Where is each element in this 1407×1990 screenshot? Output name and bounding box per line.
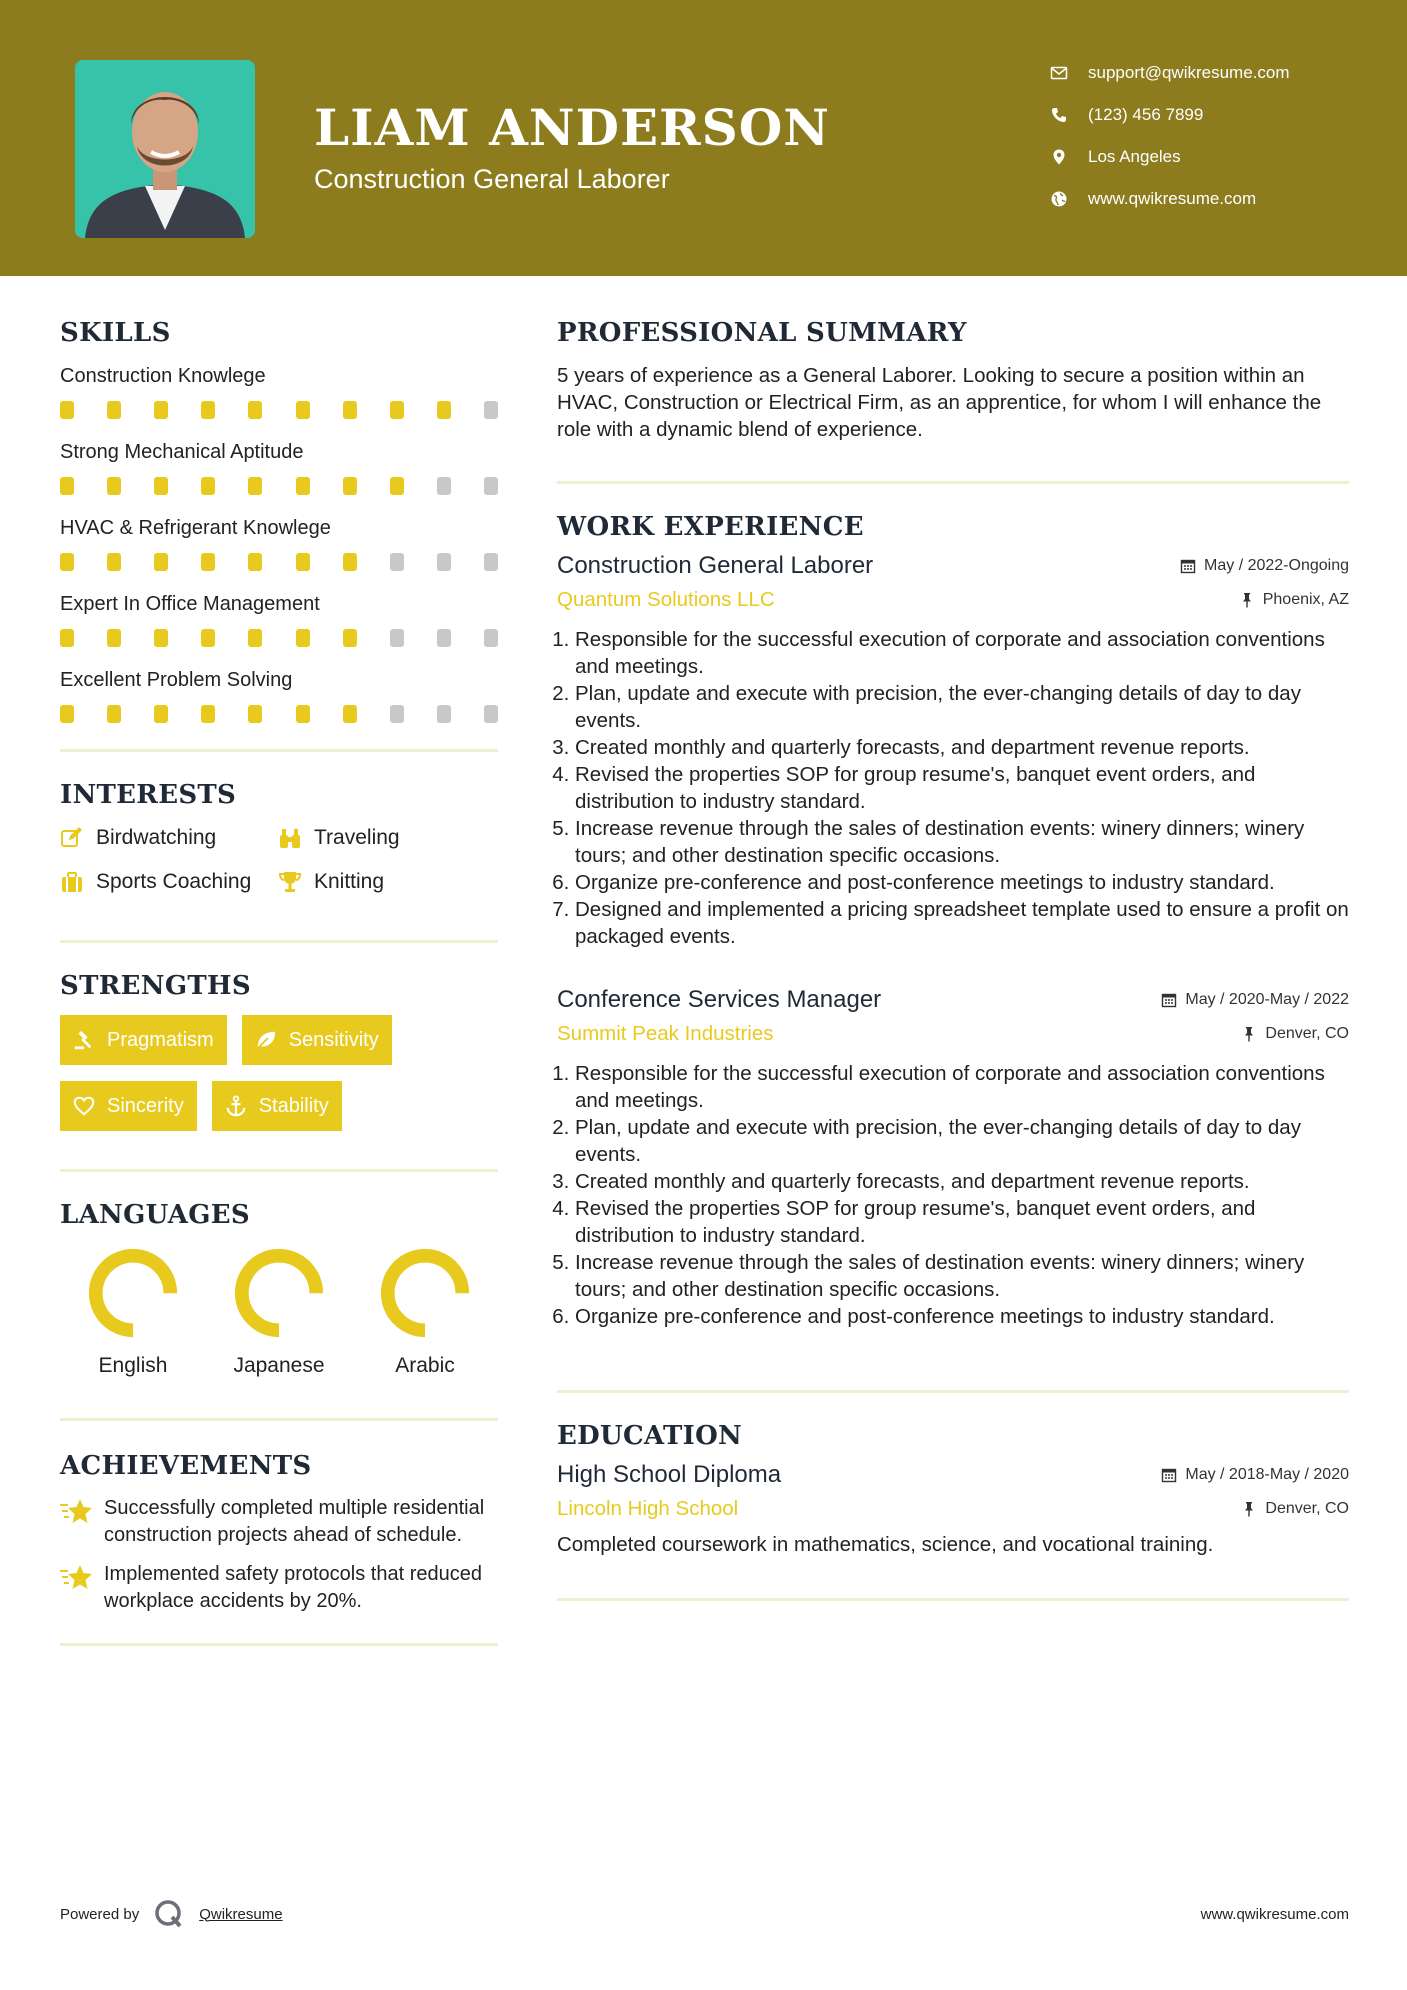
rating-dot-filled	[60, 401, 74, 419]
job-date-text: May / 2020-May / 2022	[1185, 991, 1349, 1008]
skill-name: Construction Knowlege	[60, 365, 266, 387]
rating-dot-filled	[248, 477, 262, 495]
section-divider	[60, 1418, 498, 1421]
job-date	[1161, 991, 1349, 1009]
section-divider	[557, 1390, 1349, 1393]
location-text: Los Angeles	[1088, 147, 1181, 166]
rating-dot-empty	[437, 477, 451, 495]
job-title: Construction General Laborer	[557, 552, 874, 579]
rating-dot-filled	[60, 477, 74, 495]
rating-dot-filled	[248, 553, 262, 571]
languages-list	[60, 1244, 498, 1378]
languages-heading: LANGUAGES	[60, 1200, 250, 1230]
language-level-ring	[230, 1244, 328, 1342]
skill-rating	[60, 401, 498, 419]
job-title: Conference Services Manager	[557, 986, 882, 1013]
job-subheader	[557, 588, 1349, 612]
job-bullet: 5. Increase revenue through the sales of destination events: winery dinners; winery tours; and other destination specific occasions.	[575, 1249, 1349, 1303]
job-bullet: 3. Created monthly and quarterly forecasts, and department revenue reports.	[575, 1168, 1349, 1195]
skill-rating	[60, 629, 498, 647]
powered-by-text: Powered by	[60, 1905, 140, 1923]
rating-dot-filled	[60, 629, 74, 647]
strength-label: Sincerity	[107, 1094, 184, 1117]
rating-dot-filled	[296, 401, 310, 419]
job-bullet: 6. Organize pre-conference and post-conference meetings to industry standard.	[575, 1303, 1349, 1330]
rating-dot-filled	[343, 629, 357, 647]
rating-dot-filled	[248, 705, 262, 723]
job-header	[557, 986, 1349, 1014]
profile-photo	[75, 60, 255, 238]
education-location-text: Denver, CO	[1265, 1500, 1349, 1517]
rating-dot-filled	[437, 401, 451, 419]
rating-dot-filled	[60, 705, 74, 723]
job-bullet: 5. Increase revenue through the sales of destination events: winery dinners; winery tours; and other destination specific occasions.	[575, 815, 1349, 869]
phone-icon	[1050, 106, 1068, 124]
language-level-ring	[376, 1244, 474, 1342]
job-bullet: 2. Plan, update and execute with precision, the ever-changing details of day to day events.	[575, 1114, 1349, 1168]
strength-label: Sensitivity	[288, 1028, 379, 1051]
rating-dot-filled	[248, 629, 262, 647]
skill-item	[60, 362, 498, 419]
qwikresume-logo-icon	[153, 1898, 185, 1930]
job-bullet: 4. Revised the properties SOP for group resume's, banquet event orders, and distribution to industry standard.	[575, 761, 1349, 815]
strength-tag	[212, 1081, 342, 1131]
strengths-section	[60, 971, 498, 1131]
job-bullet: 1. Responsible for the successful execution of corporate and association conventions and meetings.	[575, 626, 1349, 680]
education-date-text: May / 2018-May / 2020	[1185, 1466, 1349, 1483]
education-date	[1161, 1466, 1349, 1484]
phone-text: (123) 456 7899	[1088, 105, 1204, 124]
strength-tag	[60, 1015, 227, 1065]
rating-dot-empty	[484, 705, 498, 723]
job-bullets	[557, 1060, 1349, 1330]
language-level-arc	[388, 1256, 462, 1330]
rating-dot-filled	[154, 477, 168, 495]
job-date-text: May / 2022-Ongoing	[1204, 557, 1349, 574]
strength-tag	[242, 1015, 392, 1065]
rating-dot-empty	[484, 477, 498, 495]
job-bullet: 3. Created monthly and quarterly forecasts, and department revenue reports.	[575, 734, 1349, 761]
rating-dot-filled	[390, 477, 404, 495]
company-name: Quantum Solutions LLC	[557, 588, 775, 611]
achievements-section	[60, 1451, 498, 1615]
rating-dot-filled	[201, 705, 215, 723]
rating-dot-filled	[343, 401, 357, 419]
summary-heading: PROFESSIONAL SUMMARY	[557, 318, 967, 348]
envelope-icon	[1050, 64, 1068, 82]
header-banner	[0, 0, 1407, 276]
language-level-arc	[96, 1256, 170, 1330]
rating-dot-filled	[343, 705, 357, 723]
achievement-item	[60, 1495, 498, 1549]
interest-item	[60, 868, 278, 896]
job-entry	[557, 986, 1349, 1330]
education-location	[1241, 1500, 1349, 1518]
anchor-icon	[225, 1095, 247, 1117]
job-subheader	[557, 1022, 1349, 1046]
contact-email[interactable]	[1050, 52, 1290, 94]
interest-label: Birdwatching	[96, 826, 217, 849]
person-portrait-icon	[75, 60, 255, 238]
skill-rating	[60, 553, 498, 571]
star-icon	[60, 1497, 94, 1527]
strength-label: Pragmatism	[107, 1028, 214, 1051]
job-bullets	[557, 626, 1349, 950]
website-text: www.qwikresume.com	[1088, 189, 1257, 208]
interest-item	[60, 824, 278, 852]
rating-dot-empty	[437, 553, 451, 571]
languages-section	[60, 1200, 498, 1378]
skill-item	[60, 666, 498, 723]
rating-dot-filled	[107, 705, 121, 723]
skill-name: Strong Mechanical Aptitude	[60, 441, 304, 463]
rating-dot-filled	[201, 629, 215, 647]
rating-dot-filled	[343, 477, 357, 495]
strength-tag	[60, 1081, 197, 1131]
job-location	[1241, 1025, 1349, 1043]
rating-dot-filled	[201, 401, 215, 419]
experience-section	[557, 512, 1349, 1330]
degree-title: High School Diploma	[557, 1461, 782, 1488]
rating-dot-empty	[484, 401, 498, 419]
binoculars-icon	[278, 826, 302, 850]
language-level-arc	[242, 1256, 316, 1330]
candidate-title: Construction General Laborer	[314, 164, 670, 194]
edit-icon	[60, 826, 84, 850]
job-header	[557, 552, 1349, 580]
rating-dot-filled	[154, 401, 168, 419]
rating-dot-empty	[484, 629, 498, 647]
section-divider	[60, 749, 498, 752]
rating-dot-filled	[296, 629, 310, 647]
rating-dot-empty	[437, 705, 451, 723]
education-heading: EDUCATION	[557, 1421, 743, 1451]
education-text: Completed coursework in mathematics, science, and vocational training.	[557, 1533, 1214, 1556]
skills-section	[60, 318, 498, 723]
achievements-heading: ACHIEVEMENTS	[60, 1451, 312, 1481]
rating-dot-filled	[107, 477, 121, 495]
skill-name: HVAC & Refrigerant Knowlege	[60, 517, 331, 539]
language-item	[206, 1244, 352, 1378]
gavel-icon	[73, 1029, 95, 1051]
contact-phone[interactable]	[1050, 94, 1290, 136]
rating-dot-filled	[201, 477, 215, 495]
school-name: Lincoln High School	[557, 1497, 739, 1520]
skills-list	[60, 362, 498, 723]
company-name: Summit Peak Industries	[557, 1022, 774, 1045]
briefcase-icon	[60, 870, 84, 894]
leaf-icon	[255, 1029, 277, 1051]
skill-item	[60, 514, 498, 571]
rating-dot-filled	[107, 553, 121, 571]
rating-dot-filled	[201, 553, 215, 571]
language-name: English	[98, 1354, 168, 1377]
language-name: Japanese	[233, 1354, 325, 1377]
job-location	[1239, 591, 1349, 609]
section-divider	[60, 940, 498, 943]
summary-section	[557, 318, 1349, 443]
heart-icon	[73, 1095, 95, 1117]
job-bullet: 6. Organize pre-conference and post-conference meetings to industry standard.	[575, 869, 1349, 896]
language-item	[60, 1244, 206, 1378]
rating-dot-filled	[60, 553, 74, 571]
left-column	[60, 318, 498, 1646]
interests-list	[60, 824, 498, 896]
rating-dot-filled	[107, 629, 121, 647]
trophy-icon	[278, 870, 302, 894]
achievement-text: Implemented safety protocols that reduced workplace accidents by 20%.	[104, 1563, 482, 1612]
strengths-tags	[60, 1015, 498, 1131]
rating-dot-filled	[296, 477, 310, 495]
globe-icon	[1050, 190, 1068, 208]
skill-item	[60, 590, 498, 647]
jobs-list	[557, 552, 1349, 1330]
right-column	[557, 318, 1349, 1601]
contact-list	[1050, 52, 1290, 220]
rating-dot-filled	[248, 401, 262, 419]
achievement-item	[60, 1561, 498, 1615]
rating-dot-filled	[296, 705, 310, 723]
section-divider	[60, 1643, 498, 1646]
education-subheader	[557, 1497, 1349, 1521]
interest-label: Knitting	[314, 870, 385, 893]
footer-website[interactable]: www.qwikresume.com	[1200, 1906, 1349, 1923]
rating-dot-filled	[296, 553, 310, 571]
language-item	[352, 1244, 498, 1378]
job-bullet: 2. Plan, update and execute with precision, the ever-changing details of day to day events.	[575, 680, 1349, 734]
skill-name: Expert In Office Management	[60, 593, 320, 615]
rating-dot-filled	[154, 705, 168, 723]
contact-website[interactable]	[1050, 178, 1290, 220]
contact-location	[1050, 136, 1290, 178]
job-entry	[557, 552, 1349, 950]
skill-rating	[60, 705, 498, 723]
section-divider	[557, 481, 1349, 484]
interest-label: Sports Coaching	[96, 870, 252, 893]
strength-label: Stability	[258, 1094, 329, 1117]
rating-dot-filled	[107, 401, 121, 419]
calendar-icon	[1161, 1467, 1177, 1483]
language-level-ring	[84, 1244, 182, 1342]
interest-item	[278, 868, 498, 896]
candidate-name: LIAM ANDERSON	[314, 98, 830, 157]
interest-label: Traveling	[314, 826, 400, 849]
rating-dot-empty	[390, 705, 404, 723]
language-name: Arabic	[395, 1354, 455, 1377]
education-header	[557, 1461, 1349, 1489]
pushpin-icon	[1241, 1501, 1257, 1517]
interest-item	[278, 824, 498, 852]
job-date	[1180, 557, 1349, 575]
skills-heading: SKILLS	[60, 318, 171, 348]
job-bullet: 7. Designed and implemented a pricing spreadsheet template used to ensure a profit on packaged events.	[575, 896, 1349, 950]
skill-rating	[60, 477, 498, 495]
calendar-icon	[1180, 558, 1196, 574]
rating-dot-empty	[390, 629, 404, 647]
job-bullet: 4. Revised the properties SOP for group resume's, banquet event orders, and distribution to industry standard.	[575, 1195, 1349, 1249]
rating-dot-filled	[154, 553, 168, 571]
job-location-text: Phoenix, AZ	[1262, 591, 1349, 608]
section-divider	[557, 1598, 1349, 1601]
interests-heading: INTERESTS	[60, 780, 237, 810]
skill-name: Excellent Problem Solving	[60, 669, 293, 691]
section-divider	[60, 1169, 498, 1172]
pushpin-icon	[1239, 592, 1255, 608]
star-icon	[60, 1563, 94, 1593]
pushpin-icon	[1241, 1026, 1257, 1042]
job-location-text: Denver, CO	[1265, 1025, 1349, 1042]
summary-text: 5 years of experience as a General Laborer. Looking to secure a position within an HVAC, Construction or Electrical Firm, as an apprentice, for whom I will enhance the role with a dynamic blend of experience.	[557, 364, 1322, 441]
skill-item	[60, 438, 498, 495]
email-text: support@qwikresume.com	[1088, 63, 1290, 82]
rating-dot-empty	[437, 629, 451, 647]
experience-heading: WORK EXPERIENCE	[557, 512, 864, 542]
rating-dot-filled	[154, 629, 168, 647]
rating-dot-filled	[343, 553, 357, 571]
rating-dot-filled	[390, 401, 404, 419]
job-bullet: 1. Responsible for the successful execution of corporate and association conventions and meetings.	[575, 1060, 1349, 1114]
education-section	[557, 1421, 1349, 1558]
rating-dot-empty	[390, 553, 404, 571]
rating-dot-empty	[484, 553, 498, 571]
map-pin-icon	[1050, 148, 1068, 166]
qwikresume-link[interactable]: Qwikresume	[199, 1905, 283, 1923]
strengths-heading: STRENGTHS	[60, 971, 251, 1001]
footer-powered-by	[60, 1898, 283, 1930]
achievement-text: Successfully completed multiple residential construction projects ahead of schedule.	[104, 1497, 485, 1546]
interests-section	[60, 780, 498, 896]
calendar-icon	[1161, 992, 1177, 1008]
